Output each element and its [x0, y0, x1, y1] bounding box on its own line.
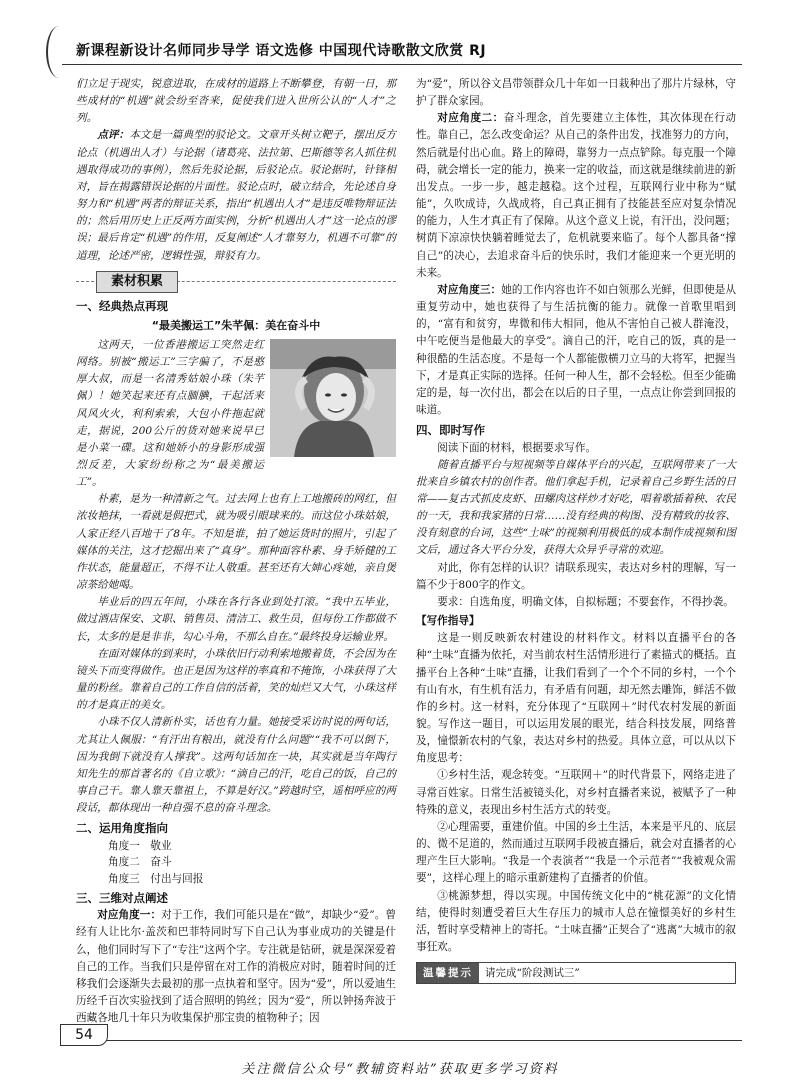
guide-paragraph-2: ①乡村生活，观念转变。“互联网＋”的时代背景下，网络走进了寻常百姓家。日常生活被镜头化，对乡村直播者来说，被赋予了一种特殊的意义，表现出乡村生活方式的转变。 — [416, 769, 736, 816]
guide-paragraph-1: 这是一则反映新农村建设的材料作文。材料以直播平台的各种“土味”直播为依托，对当前农村生活情形进行了素描式的概括。直播平台上各种“土味”直播，让我们看到了一个个不同的乡村，一个个有山有水，有生机有活力，有矛盾有问题，却无然去雕饰，鲜活不做作的乡村。这一材料，充分体现了“互联网＋”时代农村发展的新面貌。写作这一题目，可以运用发展的眼光，结合科技发展，网络普及，憧憬新农村的气象，表达对乡村的热爱。具体立意，可以从以下角度思考： — [416, 632, 736, 765]
section-heading-1: 一、经典热点再现 — [76, 298, 168, 313]
footer-note: 关注微信公众号“教辅资料站”获取更多学习资料 — [241, 1062, 559, 1077]
story-title: “最美搬运工”朱芊佩：美在奋斗中 — [151, 319, 321, 333]
banner-title: 素材积累 — [96, 271, 178, 293]
angle-3-text: 她的工作内容也许不如白领那么光鲜，但即使是从重复劳动中，她也获得了与生活抗衡的能力。就像一首歌里唱到的，“富有和贫穷，卑微和伟大相同，他从不害怕自己被人群淹没，中午吃便当是他最大的享受”。滴自己的汗，吃自己的饭，真的是一种很酷的生活态度。不是每一个人都能傲横刀立马的大将军，把握当下，才是真正实际的选择。任何一种人生，都不会轻松。但至少能确定的是，每一次付出，都会在以后的日子里，一点点让你尝到回报的味道。 — [416, 283, 737, 416]
section-banner — [76, 271, 396, 293]
writing-question: 对此，你有怎样的认识？请联系现实，表达对乡村的理解，写一篇不少于800字的作文。 — [416, 561, 736, 591]
tip-text: 请完成“阶段测试三” — [485, 966, 580, 979]
writing-intro: 阅读下面的材料，根据要求写作。 — [437, 441, 597, 454]
angle-item: 角度三 付出与回报 — [108, 872, 204, 885]
review-paragraph — [76, 127, 396, 264]
angle-2-label: 对应角度二： — [437, 112, 504, 125]
review-label: 点评： — [97, 129, 130, 142]
story-paragraph-5: 小珠不仅人清新朴实，话也有力量。她接受采访时说的两句话，尤其让人佩服：“有汗出有粮出，就没有什么问题”“我不可以倒下，因为我倒下就没有人撑我”。这两句话加在一块，其实就是当年陶行知先生的那首著名的《自立歌》：“滴自己的汗，吃自己的饭，自己的事自己干。靠人靠天靠祖上，不算是好汉。”跨越时空，遥相呼应的两段话，都体现出一种自强不息的奋斗理念。 — [76, 716, 396, 815]
angle-item: 角度二 奋斗 — [108, 856, 172, 869]
angle-3-paragraph — [416, 282, 736, 419]
header-title: 新课程新设计名师同步导学 语文选修 中国现代诗歌散文欣赏 RJ — [76, 43, 487, 59]
angle-1-label: 对应角度一： — [97, 909, 162, 922]
review-text: 本文是一篇典型的驳论文。文章开头树立靶子，摆出反方论点（机遇出人才）与论据（诸葛亮、法拉第、巴斯德等名人抓住机遇取得成功的事例），然后先驳论据，后驳论点。驳论据时，针锋相对，旨在揭露错误论据的片面性。驳论点时，破立结合，先论述自身努力和“机遇”两者的辩证关系，指出“机遇出人才”是违反唯物辩证法的；然后用历史上正反两方面实例，分析“机遇出人才”这一论点的谬误；最后肯定“机遇”的作用，反复阐述“人才靠努力，机遇不可靠”的道理，论述严密，逻辑性强，辩驳有力。 — [76, 129, 397, 262]
angle-2-paragraph — [416, 110, 736, 282]
section-heading-2: 二、运用角度指向 — [76, 821, 168, 836]
story-paragraph-4: 在面对媒体的到来时，小珠依旧行动利索地搬着货，不会因为在镜头下而变得做作。也正是因为这样的率真和不掩饰，小珠获得了大量的粉丝。靠着自己的工作自信的活着，笑的灿烂又大气，小珠这样的才是真正的美女。 — [76, 647, 396, 712]
left-column — [76, 76, 396, 1027]
section-heading-3: 三、三维对点阐述 — [76, 890, 168, 905]
guide-paragraph-4: ③桃源梦想，得以实现。中国传统文化中的“桃花源”的文化情结，使得时刻遭受着巨大生存压力的城市人总在憧憬美好的乡村生活，暂时享受精神上的寄托。“土味直播”正契合了“逃离”大城市的叙事狂欢。 — [416, 889, 736, 954]
angle-1-continuation: 为“爱”，所以谷文昌带领群众几十年如一日栽种出了那片片绿林，守护了群众家园。 — [416, 78, 736, 108]
guide-title: 【写作指导】 — [416, 615, 480, 628]
section-heading-4: 四、即时写作 — [416, 423, 485, 438]
header-curve-decoration — [46, 26, 72, 78]
angle-3-label: 对应角度三： — [437, 283, 502, 296]
writing-requirement: 要求：自选角度，明确文体，自拟标题；不要套作，不得抄袭。 — [437, 595, 734, 608]
writing-material: 随着直播平台与短视频等自媒体平台的兴起，互联网带来了一大批来自乡镇农村的创作者。他们拿起手机，记录着自己乡野生活的日常——复古式抓皮皮虾、田螺肉这样炒才好吃，唱着歌插着秧、农民的一天，我和我家猪的日常……没有经典的构图、没有精致的妆容、没有刻意的台词，这些“土味”的视频利用极低的成本制作成视频和图文后，通过各大平台分发，获得大众异乎寻常的欢迎。 — [416, 458, 736, 557]
story-paragraph-3: 毕业后的四五年间，小珠在各行各业到处打滚。“我中五毕业，做过酒店保安、文职、销售员、清洁工、救生员，但每份工作都做不长，太多的是是非非，勾心斗角，不那么自在。”最终投身运输业界。 — [76, 596, 396, 643]
angle-1-text: 对于工作，我们可能只是在“做”，却缺少“爱”。曾经有人让比尔·盖茨和巴菲特同时写下自己认为事业成功的关键是什么，他们同时写下了“专注”这两个字。专注就是钻研，就是深深爱着自己的工作。当我们只是停留在对工作的消极应对时，随着时间的迁移我们会逐渐失去最初的那一点执着和坚守。因为“爱”，所以爱迪生历经千百次实验找到了适合照明的钨丝；因为“爱”，所以钟扬奔波于西藏各地几十年只为收集保护那宝贵的植物种子；因 — [76, 909, 396, 1025]
guide-paragraph-3: ②心理需要，重建价值。中国的乡土生活，本来是平凡的、底层的、微不足道的，然而通过互联网手段被直播后，就会对直播者的心理产生巨大影响。“我是一个表演者”“我是一个示范者”“我被观众需要”，这样心理上的暗示重新建构了直播者的价值。 — [416, 820, 736, 885]
story-paragraph-1: 这两天，一位香港搬运工突然走红网络。别被“搬运工”三字骗了，不是憨厚大叔，而是一名清秀姑娘小珠（朱芊佩）！她笑起来还有点腼腆，干起活来风风火火，利利索索，大包小件拖起就走，据说，200公斤的货对她来说早已是小菜一碟。这和她娇小的身影形成强烈反差，大家纷纷称之为“最美搬运工”。 — [76, 338, 264, 489]
footer-rule — [106, 1040, 742, 1041]
page-header — [62, 38, 742, 65]
tip-box — [416, 962, 736, 984]
tip-label: 温馨提示 — [417, 963, 479, 983]
angle-1-paragraph — [76, 907, 396, 1027]
page-number: 54 — [60, 1024, 108, 1046]
story-photo — [270, 339, 396, 457]
intro-continuation: 们立足于现实，锐意进取，在成材的道路上不断攀登，有朝一日，那些成材的“机遇”就会纷至沓来，促使我们进入世所公认的“人才”之列。 — [76, 78, 396, 125]
right-column — [416, 76, 736, 984]
angle-item: 角度一 敬业 — [108, 839, 172, 852]
angle-2-text: 奋斗理念，首先要建立主体性，其次体现在行动性。靠自己，怎么改变命运？从自己的条件出发，找准努力的方向，然后就是付出心血。路上的障碍，靠努力一点点铲除。每克服一个障碍，就会增长一定的能力，换来一定的收益，而这就是继续前进的新出发点。一步一步，越走越稳。这个过程，互联网行业中称为“赋能”，久吹成诗，久战成将，自己真正拥有了技能甚至应对复杂情况的能力，人生才真正有了保障。从这个意义上说，有汗出，没问题；树荫下凉凉快快躺着睡觉去了，危机就要来临了。每个人都具备“撑自己”的决心，去追求奋斗后的快乐时，我们才能迎来一个更光明的未来。 — [416, 112, 737, 279]
portrait-photo-icon — [270, 339, 396, 457]
story-paragraph-2: 朴素，是为一种清新之气。过去网上也有上工地搬砖的网红，但浓妆艳抹，一看就是假把式，就为吸引眼球来的。而这位小珠姑娘，人家正经八百地干了8年。不知是谁，拍了她运货时的照片，引起了媒体的关注，这才挖掘出来了“真身”。那种面容朴素、身手矫健的工作状态，能量超正，不得不让人敬重。甚至还有大婶心疼她，亲自煲凉茶给她喝。 — [76, 493, 396, 592]
